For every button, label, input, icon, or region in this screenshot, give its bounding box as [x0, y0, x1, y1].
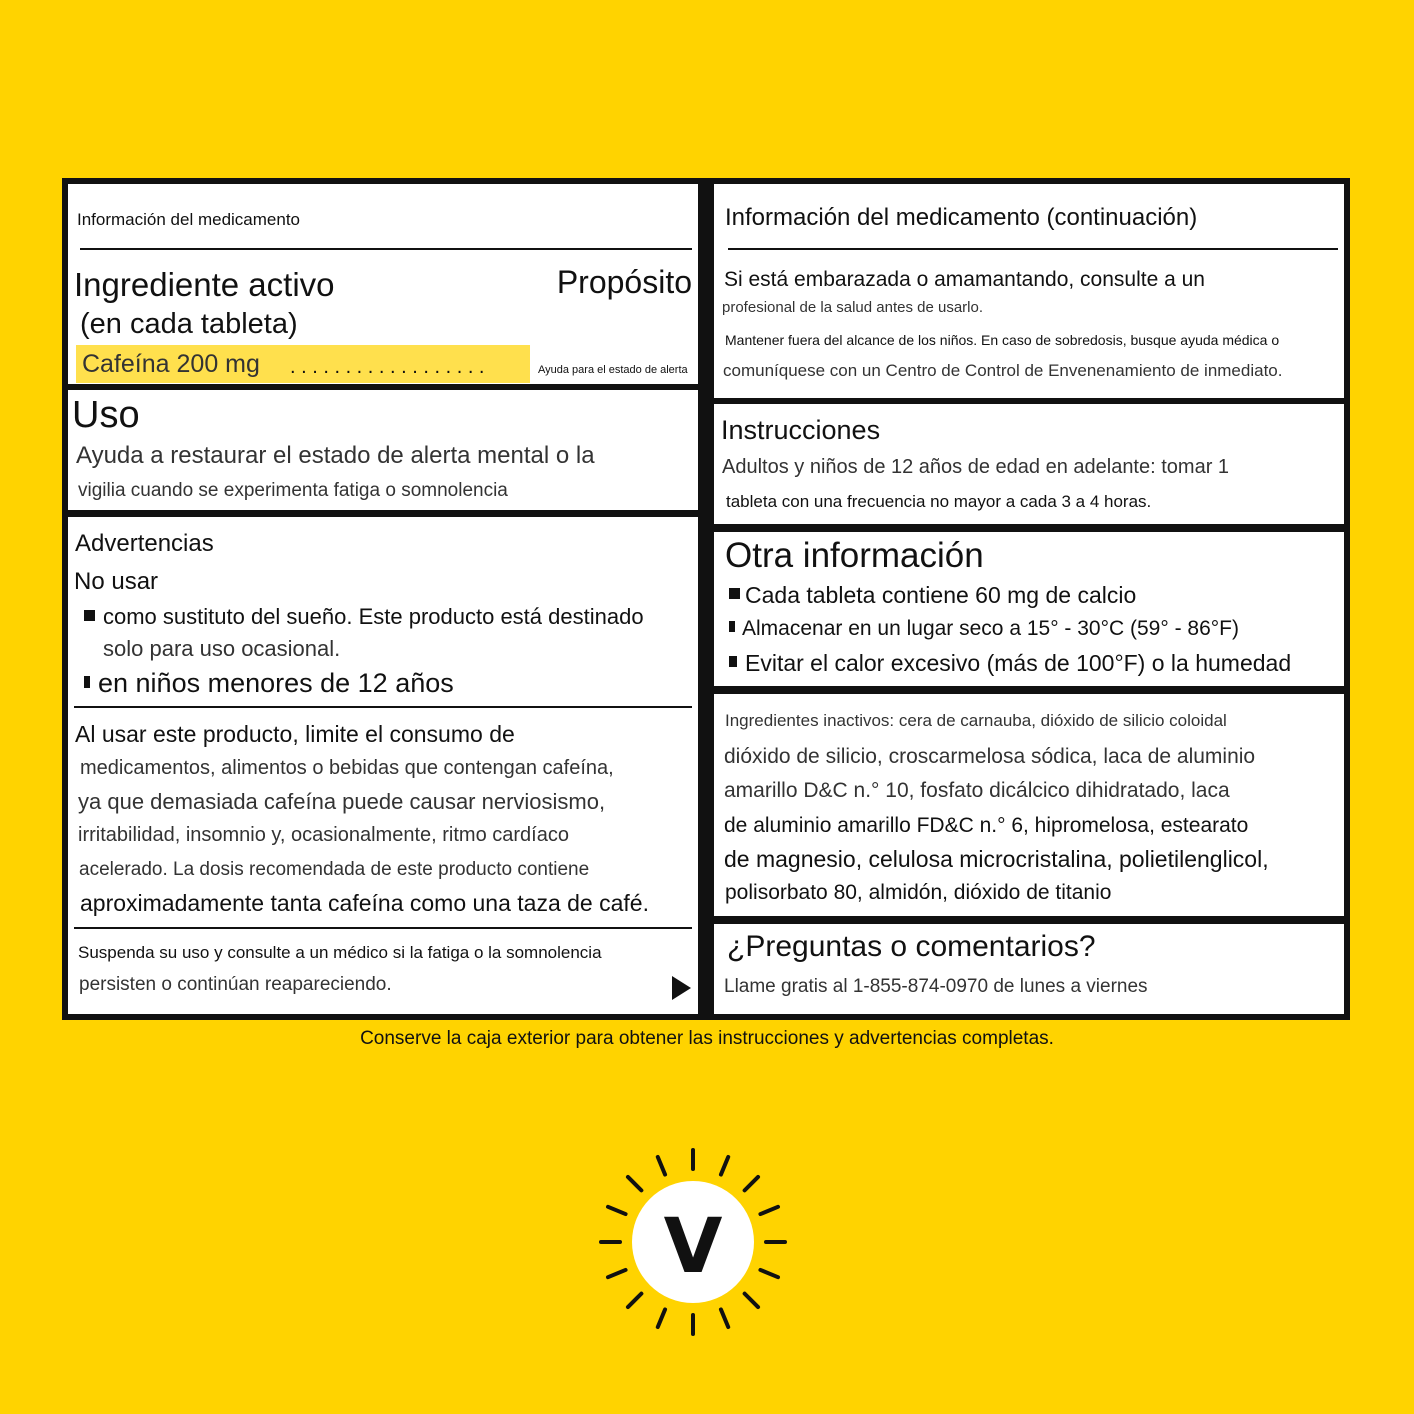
drug-facts-header: Información del medicamento [77, 210, 301, 229]
sun-ray [658, 1157, 665, 1175]
when-using-line-5: acelerado. La dosis recomendada de este producto contiene [79, 859, 590, 880]
active-ingredient-subtitle: (en cada tableta) [80, 308, 298, 340]
inactive-line-1: Ingredientes inactivos: cera de carnauba, dióxido de silicio coloidal [725, 711, 1227, 730]
purpose-title: Propósito [556, 264, 692, 300]
when-using-line-4: irritabilidad, insomnio y, ocasionalmente, ritmo cardíaco [78, 824, 569, 846]
active-ingredient-title: Ingrediente activo [74, 266, 335, 303]
sun-ray [628, 1177, 641, 1190]
inactive-line-5: de magnesio, celulosa microcristalina, polietilenglicol, [724, 846, 1269, 872]
sun-ray [745, 1177, 758, 1190]
drug-facts-panel [62, 178, 1350, 1020]
inactive-line-4: de aluminio amarillo FD&C n.° 6, hipromelosa, estearato [724, 814, 1249, 837]
footer-note: Conserve la caja exterior para obtener las instrucciones y advertencias completas. [360, 1028, 1054, 1049]
sun-ray [658, 1309, 665, 1327]
do-not-use-label: No usar [74, 568, 159, 595]
when-using-line-6: aproximadamente tanta cafeína como una taza de café. [80, 890, 649, 916]
bullet-icon [729, 588, 740, 599]
continue-arrow-icon [670, 975, 692, 1001]
continued-header: Información del medicamento (continuación) [725, 204, 1198, 231]
warnings-section [68, 517, 698, 1014]
inactive-line-6: polisorbato 80, almidón, dióxido de titanio [725, 881, 1112, 904]
directions-section [714, 404, 1344, 524]
directions-title: Instrucciones [721, 415, 881, 445]
questions-section [714, 924, 1344, 1014]
keep-out-line-2: comuníquese con un Centro de Control de Envenenamiento de inmediato. [723, 361, 1283, 380]
active-ingredient-section [68, 184, 698, 384]
warning-bullet-2: en niños menores de 12 años [84, 668, 454, 699]
logo-letter: V [663, 1201, 723, 1290]
sun-ray [628, 1294, 641, 1307]
uses-section [68, 390, 698, 510]
divider [728, 248, 1338, 250]
sun-ray [721, 1157, 728, 1175]
ingredient-dots: . . . . . . . . . . . . . . . . . . [290, 356, 485, 378]
pregnant-line-1: Si está embarazada o amamantando, consulte a un [724, 268, 1205, 291]
when-using-line-1: Al usar este producto, limite el consumo de [75, 721, 515, 747]
stop-use-line-2: persisten o continúan reapareciendo. [79, 974, 392, 995]
divider [80, 248, 692, 250]
other-info-item-1: Cada tableta contiene 60 mg de calcio [729, 582, 1136, 609]
questions-title: ¿Preguntas o comentarios? [727, 930, 1096, 963]
uses-line-2: vigilia cuando se experimenta fatiga o somnolencia [78, 480, 508, 501]
warning-bullet-1-line-1: como sustituto del sueño. Este producto está destinado [84, 604, 644, 630]
other-info-title: Otra información [725, 536, 984, 575]
inactive-line-2: dióxido de silicio, croscarmelosa sódica, laca de aluminio [724, 745, 1256, 768]
other-info-section [714, 532, 1344, 686]
inactive-ingredients-section [714, 694, 1344, 916]
directions-line-1: Adultos y niños de 12 años de edad en adelante: tomar 1 [722, 456, 1230, 478]
when-using-line-3: ya que demasiada cafeína puede causar nerviosismo, [78, 789, 606, 814]
bullet-icon [84, 610, 95, 621]
bullet-icon [84, 676, 90, 688]
uses-title: Uso [72, 394, 140, 436]
bullet-icon [729, 656, 737, 667]
stop-use-line-1: Suspenda su uso y consulte a un médico si la fatiga o la somnolencia [78, 943, 602, 962]
inactive-line-3: amarillo D&C n.° 10, fosfato dicálcico dihidratado, laca [724, 779, 1230, 802]
other-info-item-2: Almacenar en un lugar seco a 15° - 30°C (59° - 86°F) [729, 617, 1239, 641]
other-info-item-3: Evitar el calor excesivo (más de 100°F) o la humedad [729, 650, 1291, 677]
uses-line-1: Ayuda a restaurar el estado de alerta mental o la [76, 442, 595, 469]
pregnant-line-2: profesional de la salud antes de usarlo. [722, 299, 984, 316]
bullet-icon [729, 621, 735, 632]
directions-line-2: tableta con una frecuencia no mayor a cada 3 a 4 horas. [726, 492, 1152, 511]
warnings-title: Advertencias [75, 530, 214, 557]
continued-section [714, 184, 1344, 398]
warning-bullet-1-line-2: solo para uso ocasional. [103, 636, 341, 661]
ingredient-name: Cafeína 200 mg [82, 350, 260, 378]
sun-ray [745, 1294, 758, 1307]
questions-line: Llame gratis al 1-855-874-0970 de lunes a viernes [724, 976, 1148, 997]
keep-out-line-1: Mantener fuera del alcance de los niños. En caso de sobredosis, busque ayuda médica o [725, 332, 1280, 348]
ingredient-purpose: Ayuda para el estado de alerta [538, 364, 688, 376]
brand-logo [597, 1146, 789, 1338]
sun-ray [721, 1309, 728, 1327]
when-using-line-2: medicamentos, alimentos o bebidas que contengan cafeína, [80, 757, 614, 779]
divider [74, 927, 692, 929]
divider [74, 706, 692, 708]
